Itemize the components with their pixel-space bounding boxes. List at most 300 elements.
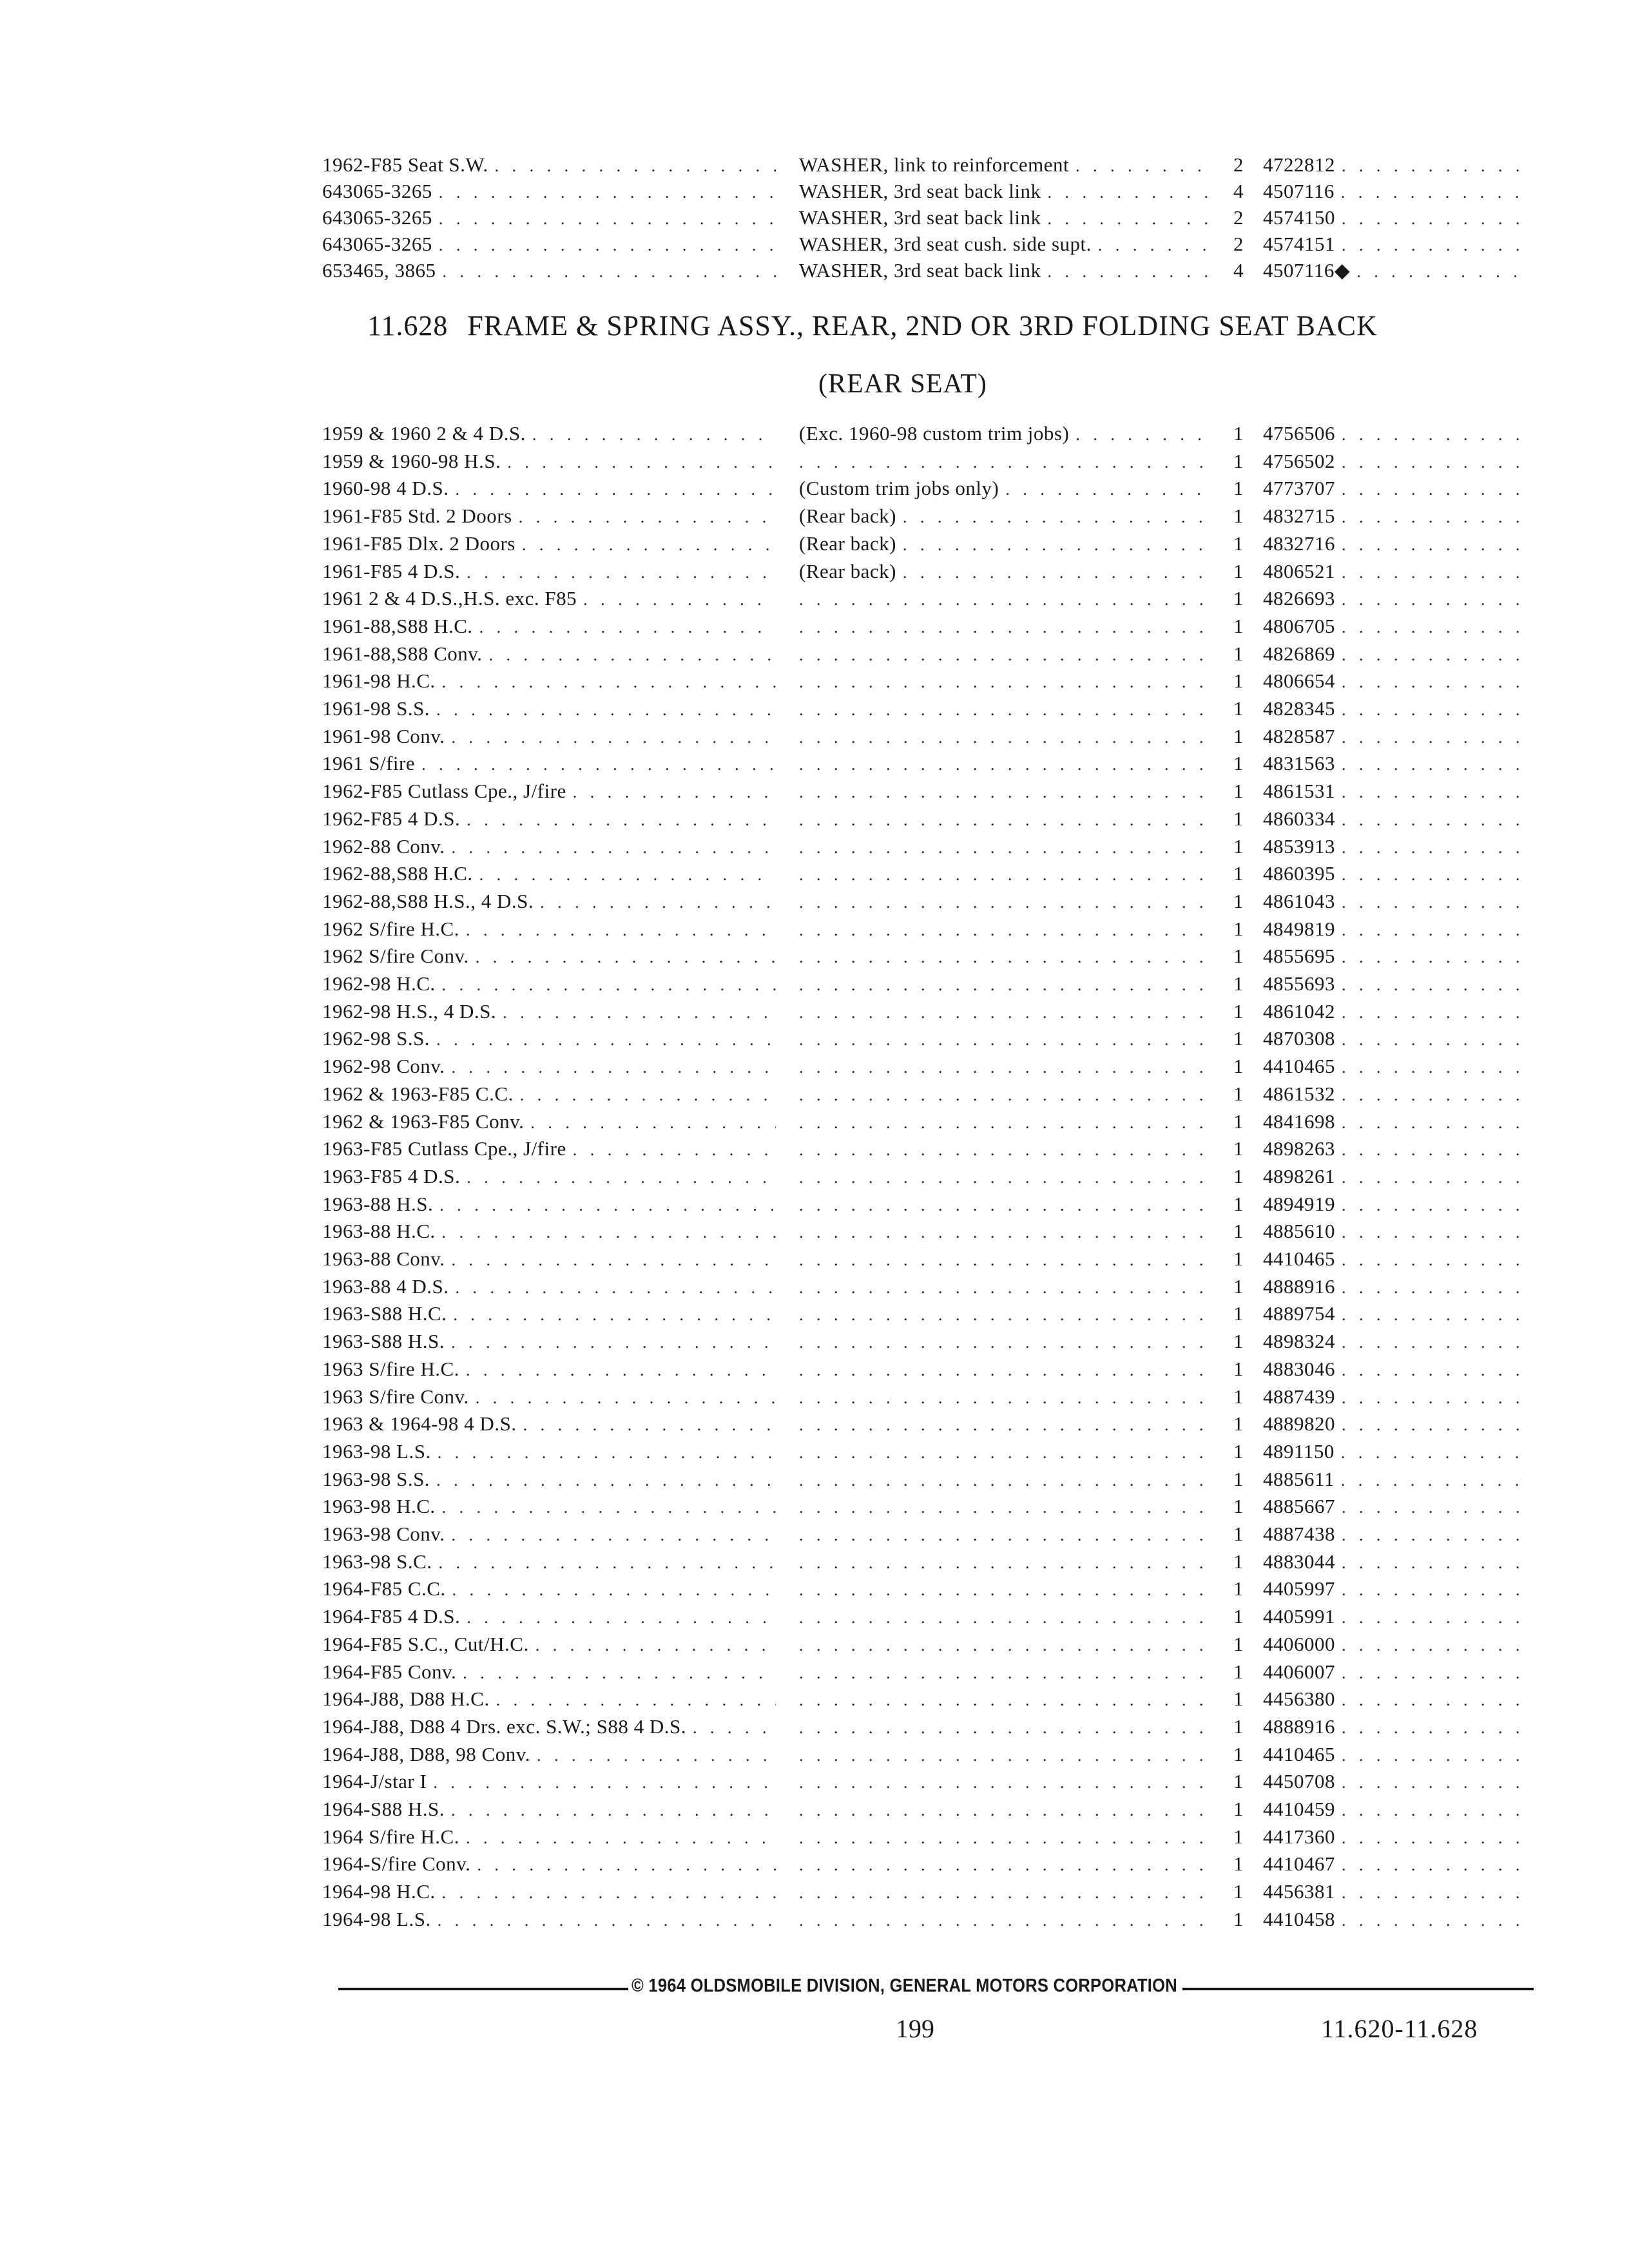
quantity-cell: 1: [1233, 1798, 1244, 1820]
quantity-cell: 1: [1233, 669, 1244, 693]
leader-dots: [799, 865, 1208, 885]
application-cell: [322, 505, 780, 528]
description-cell: [799, 1333, 1211, 1352]
part-number-text: 4828587: [1263, 724, 1335, 747]
description-cell: [799, 590, 1211, 610]
leader-dots: [799, 1911, 1208, 1930]
description-cell: [799, 921, 1211, 940]
application-text: 1962-F85 Seat S.W.: [322, 153, 488, 176]
leader-dots: [799, 893, 1208, 912]
application-cell: [322, 835, 780, 858]
quantity-cell: 1: [1233, 1357, 1244, 1380]
quantity-cell: 1: [1233, 1247, 1244, 1270]
leader-dots: [1342, 618, 1530, 637]
part-number-cell: [1263, 153, 1534, 177]
part-number-cell: [1263, 669, 1534, 693]
part-number-text: 4405991: [1263, 1605, 1335, 1628]
application-cell: [322, 560, 780, 583]
leader-dots: [799, 1389, 1208, 1408]
leader-dots: [799, 948, 1208, 967]
description-cell: [799, 560, 1211, 583]
part-number-cell: [1263, 1743, 1534, 1766]
leader-dots: [799, 1498, 1208, 1517]
leader-dots: [1342, 1030, 1530, 1050]
leader-dots: [1342, 1223, 1530, 1242]
leader-dots: [476, 948, 776, 967]
application-cell: [322, 1770, 780, 1793]
leader-dots: [1342, 209, 1530, 229]
part-number-text: 4410465: [1263, 1247, 1335, 1270]
description-cell: [799, 755, 1211, 774]
part-number-cell: [1263, 1908, 1534, 1931]
description-cell: [799, 180, 1211, 203]
description-cell: [799, 1581, 1211, 1600]
table-row: [322, 1220, 1534, 1249]
application-cell: [322, 1275, 780, 1298]
leader-dots: [1342, 673, 1530, 692]
description-cell: [799, 1471, 1211, 1490]
leader-dots: [799, 1278, 1208, 1298]
description-text: (Rear back): [799, 559, 896, 582]
description-cell: [799, 1773, 1211, 1792]
leader-dots: [799, 1664, 1208, 1683]
description-cell: [799, 893, 1211, 912]
leader-dots: [799, 1333, 1208, 1352]
leader-dots: [1342, 453, 1530, 472]
leader-dots: [1342, 563, 1530, 582]
description-cell: [799, 1883, 1211, 1903]
description-cell: [799, 1498, 1211, 1517]
part-number-text: 4861531: [1263, 780, 1335, 803]
description-cell: [799, 505, 1211, 528]
application-text: 1962-98 S.S.: [322, 1027, 430, 1050]
quantity-cell: 1: [1233, 1852, 1244, 1876]
quantity-cell: 1: [1233, 1467, 1244, 1490]
leader-dots: [903, 508, 1208, 527]
footer-rule-right: [1182, 1988, 1534, 1990]
table-row: [322, 233, 1534, 262]
table-row: [322, 180, 1534, 209]
leader-dots: [442, 1223, 776, 1242]
description-text: (Custom trim jobs only): [799, 477, 999, 500]
part-number-text: 4870308: [1263, 1027, 1335, 1050]
application-text: 1959 & 1960-98 H.S.: [322, 449, 501, 472]
part-number-cell: [1263, 505, 1534, 528]
quantity-cell: 1: [1233, 1439, 1244, 1463]
leader-dots: [1342, 1086, 1530, 1105]
part-number-cell: [1263, 477, 1534, 500]
leader-dots: [451, 1333, 776, 1352]
leader-dots: [476, 1389, 776, 1408]
table-row: [322, 587, 1534, 617]
application-text: 1962-88,S88 H.S., 4 D.S.: [322, 889, 534, 912]
application-text: 1961-98 S.S.: [322, 697, 430, 720]
description-cell: [799, 811, 1211, 830]
application-text: 653465, 3865: [322, 259, 436, 282]
application-cell: [322, 780, 780, 803]
table-row: [322, 1715, 1534, 1745]
part-number-text: 4898263: [1263, 1137, 1335, 1160]
leader-dots: [1342, 1113, 1530, 1133]
quantity-cell: 1: [1233, 1825, 1244, 1848]
leader-dots: [799, 700, 1208, 720]
application-text: 643065-3265: [322, 233, 432, 255]
quantity-cell: 1: [1233, 1302, 1244, 1325]
application-text: 1962 & 1963-F85 Conv.: [322, 1110, 525, 1133]
application-text: 1964-J88, D88 4 Drs. exc. S.W.; S88 4 D.S.: [322, 1715, 686, 1738]
part-number-text: 4860334: [1263, 807, 1335, 830]
part-number-cell: [1263, 1055, 1534, 1078]
part-number-cell: [1263, 532, 1534, 555]
application-text: 1963-S88 H.C.: [322, 1302, 447, 1325]
application-cell: [322, 1302, 780, 1325]
part-number-cell: [1263, 1082, 1534, 1106]
application-text: 1962-98 Conv.: [322, 1055, 445, 1078]
application-text: 1964-J88, D88 H.C.: [322, 1687, 490, 1711]
leader-dots: [799, 728, 1208, 747]
table-row: [322, 1743, 1534, 1773]
application-cell: [322, 1330, 780, 1353]
leader-dots: [453, 1305, 776, 1325]
part-number-text: 4832715: [1263, 505, 1335, 528]
leader-dots: [799, 1086, 1208, 1105]
quantity-cell: 1: [1233, 780, 1244, 803]
copyright-notice: © 1964 OLDSMOBILE DIVISION, GENERAL MOTORS CORPORATION: [631, 1975, 1177, 1996]
quantity-cell: 1: [1233, 1577, 1244, 1600]
leader-dots: [455, 480, 776, 499]
part-number-text: 4861532: [1263, 1082, 1335, 1105]
application-text: 1963-98 L.S.: [322, 1439, 431, 1463]
application-text: 1964-J88, D88, 98 Conv.: [322, 1742, 530, 1765]
leader-dots: [799, 1856, 1208, 1875]
part-number-text: 4722812: [1263, 153, 1335, 176]
application-cell: [322, 1743, 780, 1766]
leader-dots: [799, 453, 1208, 472]
description-cell: [799, 1113, 1211, 1133]
table-row: [322, 1412, 1534, 1442]
part-number-cell: [1263, 1577, 1534, 1600]
leader-dots: [452, 1251, 776, 1270]
leader-dots: [799, 1223, 1208, 1242]
application-text: 1961-F85 Dlx. 2 Doors: [322, 532, 516, 555]
application-text: 1962-88,S88 H.C.: [322, 862, 473, 885]
leader-dots: [442, 1883, 776, 1903]
description-cell: [799, 673, 1211, 692]
leader-dots: [1342, 480, 1530, 499]
application-cell: [322, 752, 780, 775]
description-cell: [799, 1251, 1211, 1270]
table-row: [322, 725, 1534, 754]
quantity-cell: 1: [1233, 945, 1244, 968]
part-number-text: 4410465: [1263, 1055, 1335, 1078]
application-cell: [322, 477, 780, 500]
part-number-cell: [1263, 752, 1534, 775]
description-cell: [799, 259, 1211, 282]
application-text: 1963-F85 4 D.S.: [322, 1164, 461, 1187]
description-cell: [799, 1718, 1211, 1738]
application-cell: [322, 587, 780, 610]
leader-dots: [799, 1526, 1208, 1545]
part-number-text: 4885667: [1263, 1495, 1335, 1518]
leader-dots: [799, 1691, 1208, 1710]
quantity-cell: 1: [1233, 642, 1244, 665]
quantity-cell: 1: [1233, 889, 1244, 912]
quantity-cell: 1: [1233, 999, 1244, 1023]
description-cell: [799, 1443, 1211, 1463]
application-cell: [322, 918, 780, 941]
application-cell: [322, 450, 780, 473]
application-text: 1960-98 4 D.S.: [322, 477, 449, 500]
table-row: [322, 560, 1534, 590]
leader-dots: [799, 1113, 1208, 1133]
table-row: [322, 1798, 1534, 1827]
part-number-cell: [1263, 697, 1534, 720]
section-heading: [367, 309, 1397, 342]
part-number-text: 4756502: [1263, 449, 1335, 472]
description-cell: [799, 233, 1211, 256]
description-cell: [799, 1636, 1211, 1655]
leader-dots: [1047, 183, 1208, 202]
leader-dots: [537, 1746, 776, 1765]
leader-dots: [799, 1251, 1208, 1270]
application-text: 1963-S88 H.S.: [322, 1330, 445, 1353]
application-text: 1964-F85 Conv.: [322, 1660, 457, 1683]
application-cell: [322, 697, 780, 720]
quantity-cell: 1: [1233, 1907, 1244, 1930]
application-cell: [322, 259, 780, 282]
application-cell: [322, 725, 780, 748]
part-number-text: 4410459: [1263, 1798, 1335, 1820]
table-row: [322, 422, 1534, 452]
table-row: [322, 697, 1534, 727]
part-number-cell: [1263, 1468, 1534, 1491]
part-number-cell: [1263, 1660, 1534, 1684]
leader-dots: [452, 1526, 776, 1545]
leader-dots: [1342, 1773, 1530, 1792]
application-text: 1963-88 H.C.: [322, 1220, 436, 1243]
leader-dots: [799, 921, 1208, 940]
table-row: [322, 1247, 1534, 1277]
application-cell: [322, 1137, 780, 1160]
leader-dots: [1342, 1856, 1530, 1875]
quantity-cell: 1: [1233, 477, 1244, 500]
part-number-text: 4887439: [1263, 1385, 1335, 1408]
quantity-cell: 1: [1233, 1055, 1244, 1078]
leader-dots: [439, 183, 776, 202]
leader-dots: [507, 453, 776, 472]
quantity-cell: 1: [1233, 1192, 1244, 1215]
application-text: 1962 S/fire H.C.: [322, 917, 459, 940]
application-cell: [322, 1633, 780, 1656]
leader-dots: [799, 1829, 1208, 1848]
leader-dots: [1047, 262, 1208, 282]
part-number-cell: [1263, 450, 1534, 473]
part-number-text: 4806521: [1263, 559, 1335, 582]
leader-dots: [1342, 1168, 1530, 1187]
leader-dots: [799, 755, 1208, 774]
application-text: 1963 S/fire H.C.: [322, 1357, 459, 1380]
table-row: [322, 1027, 1534, 1057]
leader-dots: [1342, 1305, 1530, 1325]
leader-dots: [799, 975, 1208, 995]
table-row: [322, 918, 1534, 947]
application-cell: [322, 1440, 780, 1463]
application-cell: [322, 890, 780, 913]
leader-dots: [799, 618, 1208, 637]
part-number-cell: [1263, 1358, 1534, 1381]
description-cell: [799, 1305, 1211, 1325]
part-number-cell: [1263, 1687, 1534, 1711]
table-row: [322, 862, 1534, 892]
leader-dots: [1342, 1581, 1530, 1600]
leader-dots: [799, 1305, 1208, 1325]
description-cell: [799, 1058, 1211, 1077]
table-row: [322, 1302, 1534, 1332]
description-cell: [799, 1389, 1211, 1408]
leader-dots: [1047, 209, 1208, 229]
leader-dots: [1342, 893, 1530, 912]
description-cell: [799, 1196, 1211, 1215]
part-number-text: 4891150: [1263, 1439, 1335, 1463]
application-cell: [322, 1193, 780, 1216]
quantity-cell: 1: [1233, 972, 1244, 995]
section-title: FRAME & SPRING ASSY., REAR, 2ND OR 3RD FOLDING SEAT BACK: [467, 310, 1378, 341]
leader-dots: [1342, 1361, 1530, 1380]
leader-dots: [1341, 1471, 1530, 1490]
leader-dots: [439, 209, 776, 229]
quantity-cell: 2: [1233, 233, 1244, 255]
leader-dots: [1342, 1664, 1530, 1683]
quantity-cell: 1: [1233, 834, 1244, 858]
part-number-cell: [1263, 1605, 1534, 1628]
table-row: [322, 807, 1534, 837]
application-cell: [322, 972, 780, 995]
application-cell: [322, 1880, 780, 1903]
part-number-text: 4410465: [1263, 1742, 1335, 1765]
part-number-text: 4888916: [1263, 1715, 1335, 1738]
application-text: 1961-98 Conv.: [322, 724, 445, 747]
quantity-cell: 1: [1233, 807, 1244, 830]
table-row: [322, 945, 1534, 974]
part-number-text: 4883046: [1263, 1357, 1335, 1380]
part-number-text: 4885610: [1263, 1220, 1335, 1243]
leader-dots: [439, 236, 776, 255]
application-cell: [322, 642, 780, 666]
description-cell: [799, 948, 1211, 967]
table-row: [322, 1110, 1534, 1140]
application-cell: [322, 1110, 780, 1133]
application-cell: [322, 1550, 780, 1573]
table-row: [322, 153, 1534, 183]
part-number-cell: [1263, 1523, 1534, 1546]
part-number-cell: [1263, 1880, 1534, 1903]
application-text: 1963-98 Conv.: [322, 1523, 445, 1545]
quantity-cell: 1: [1233, 1082, 1244, 1105]
quantity-cell: 1: [1233, 1137, 1244, 1160]
part-number-cell: [1263, 1412, 1534, 1436]
leader-dots: [442, 1498, 776, 1517]
description-cell: [799, 422, 1211, 445]
leader-dots: [1342, 975, 1530, 995]
description-cell: [799, 1746, 1211, 1765]
leader-dots: [799, 1030, 1208, 1050]
leader-dots: [421, 755, 776, 774]
table-row: [322, 1468, 1534, 1497]
description-text: WASHER, 3rd seat cush. side supt.: [799, 233, 1092, 255]
table-row: [322, 780, 1534, 809]
footer-rule-left: [338, 1988, 628, 1990]
leader-dots: [532, 425, 776, 445]
leader-dots: [467, 811, 776, 830]
leader-dots: [1342, 1416, 1530, 1435]
description-cell: [799, 1223, 1211, 1242]
leader-dots: [799, 646, 1208, 665]
leader-dots: [466, 1829, 776, 1848]
part-number-cell: [1263, 1330, 1534, 1353]
leader-dots: [799, 1883, 1208, 1903]
application-cell: [322, 1385, 780, 1408]
leader-dots: [799, 1471, 1208, 1490]
application-cell: [322, 180, 780, 203]
part-number-cell: [1263, 1798, 1534, 1821]
quantity-cell: 1: [1233, 1770, 1244, 1793]
leader-dots: [1342, 1911, 1530, 1930]
table-row: [322, 890, 1534, 919]
part-number-cell: [1263, 1000, 1534, 1023]
part-number-cell: [1263, 1193, 1534, 1216]
leader-dots: [1356, 262, 1530, 282]
quantity-cell: 1: [1233, 1880, 1244, 1903]
quantity-cell: 1: [1233, 752, 1244, 775]
leader-dots: [1005, 480, 1208, 499]
application-cell: [322, 1825, 780, 1849]
application-cell: [322, 532, 780, 555]
description-cell: [799, 1168, 1211, 1187]
application-cell: [322, 1000, 780, 1023]
part-number-text: 4849819: [1263, 917, 1335, 940]
part-number-text: 4855695: [1263, 945, 1335, 968]
quantity-cell: 1: [1233, 1605, 1244, 1628]
part-number-text: 4826869: [1263, 642, 1335, 665]
leader-dots: [799, 1168, 1208, 1187]
leader-dots: [1342, 236, 1530, 255]
table-row: [322, 1550, 1534, 1580]
leader-dots: [1341, 183, 1530, 202]
description-cell: [799, 1140, 1211, 1160]
application-cell: [322, 1358, 780, 1381]
quantity-cell: 1: [1233, 724, 1244, 747]
part-number-cell: [1263, 1137, 1534, 1160]
leader-dots: [439, 1196, 776, 1215]
application-cell: [322, 1687, 780, 1711]
part-number-text: 4405997: [1263, 1577, 1335, 1600]
part-number-text: 4410458: [1263, 1907, 1335, 1930]
description-cell: [799, 975, 1211, 995]
application-text: 1963 S/fire Conv.: [322, 1385, 469, 1408]
part-number-cell: [1263, 1715, 1534, 1738]
part-number-cell: [1263, 807, 1534, 831]
description-cell: [799, 838, 1211, 858]
application-cell: [322, 807, 780, 831]
application-text: 1962 & 1963-F85 C.C.: [322, 1082, 514, 1105]
application-text: 1963 & 1964-98 4 D.S.: [322, 1412, 517, 1436]
table-row: [322, 835, 1534, 865]
leader-dots: [1342, 1498, 1530, 1517]
application-text: 1964-98 H.C.: [322, 1880, 436, 1903]
leader-dots: [1075, 425, 1208, 445]
leader-dots: [799, 1416, 1208, 1435]
application-text: 1963-F85 Cutlass Cpe., J/fire: [322, 1137, 566, 1160]
